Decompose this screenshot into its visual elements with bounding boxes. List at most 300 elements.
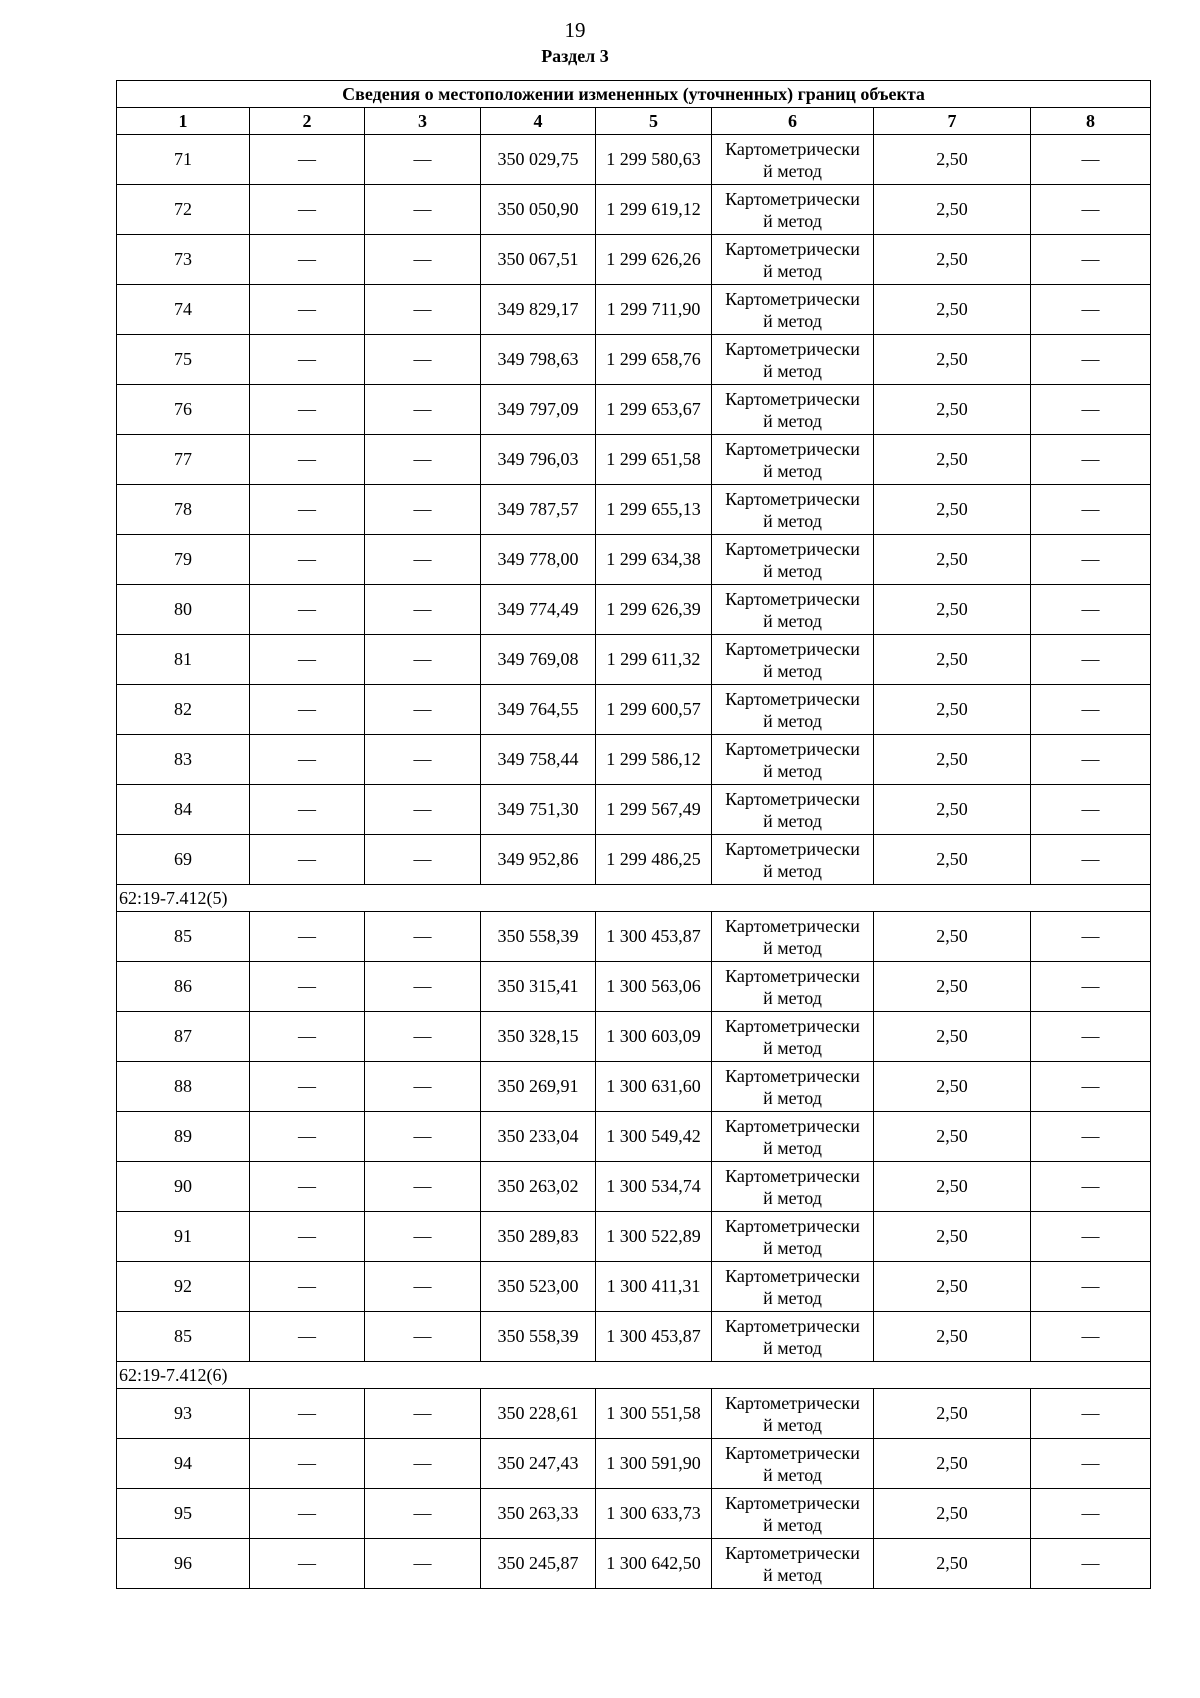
dash-cell: — (365, 735, 481, 785)
coord-y: 1 300 453,87 (596, 912, 712, 962)
dash-cell: — (1031, 1012, 1151, 1062)
dash-cell: — (365, 1489, 481, 1539)
point-number: 80 (117, 585, 250, 635)
coord-x: 350 029,75 (481, 135, 596, 185)
dash-cell: — (365, 962, 481, 1012)
dash-cell: — (1031, 1539, 1151, 1589)
dash-cell: — (365, 1112, 481, 1162)
accuracy: 2,50 (874, 1112, 1031, 1162)
method-line: й метод (763, 360, 822, 381)
dash-cell: — (1031, 912, 1151, 962)
method-line: Картометрически (725, 288, 860, 309)
dash-cell: — (365, 485, 481, 535)
table-row (117, 235, 1151, 285)
method-cell (712, 1062, 874, 1112)
table-row (117, 1539, 1151, 1589)
method-line: Картометрически (725, 1165, 860, 1186)
method-line: Картометрически (725, 1315, 860, 1336)
accuracy: 2,50 (874, 1212, 1031, 1262)
method-line: й метод (763, 210, 822, 231)
coord-x: 349 798,63 (481, 335, 596, 385)
method-line: Картометрически (725, 388, 860, 409)
coord-x: 350 289,83 (481, 1212, 596, 1262)
accuracy: 2,50 (874, 185, 1031, 235)
dash-cell: — (365, 1439, 481, 1489)
coord-x: 349 787,57 (481, 485, 596, 535)
point-number: 71 (117, 135, 250, 185)
accuracy: 2,50 (874, 685, 1031, 735)
dash-cell: — (250, 535, 365, 585)
group-label-row (117, 885, 1151, 912)
coord-y: 1 299 626,26 (596, 235, 712, 285)
dash-cell: — (250, 385, 365, 435)
accuracy: 2,50 (874, 962, 1031, 1012)
method-cell (712, 962, 874, 1012)
method-line: й метод (763, 1087, 822, 1108)
method-cell (712, 185, 874, 235)
method-line: й метод (763, 510, 822, 531)
dash-cell: — (365, 1539, 481, 1589)
coord-y: 1 299 634,38 (596, 535, 712, 585)
method-line: й метод (763, 1287, 822, 1308)
dash-cell: — (365, 235, 481, 285)
point-number: 85 (117, 1312, 250, 1362)
method-line: Картометрически (725, 238, 860, 259)
method-cell (712, 1112, 874, 1162)
point-number: 69 (117, 835, 250, 885)
section-title: Раздел 3 (541, 46, 609, 66)
dash-cell: — (250, 285, 365, 335)
coord-x: 350 247,43 (481, 1439, 596, 1489)
table-body (117, 81, 1151, 1589)
point-number: 86 (117, 962, 250, 1012)
method-cell (712, 1262, 874, 1312)
method-line: й метод (763, 460, 822, 481)
dash-cell: — (1031, 1439, 1151, 1489)
method-cell (712, 235, 874, 285)
dash-cell: — (1031, 385, 1151, 435)
method-line: й метод (763, 1037, 822, 1058)
method-cell (712, 1439, 874, 1489)
page-number: 19 (564, 18, 586, 42)
point-number: 74 (117, 285, 250, 335)
coord-y: 1 300 642,50 (596, 1539, 712, 1589)
point-number: 96 (117, 1539, 250, 1589)
coord-y: 1 299 619,12 (596, 185, 712, 235)
dash-cell: — (365, 135, 481, 185)
method-cell (712, 285, 874, 335)
method-cell (712, 635, 874, 685)
coord-x: 350 050,90 (481, 185, 596, 235)
dash-cell: — (1031, 335, 1151, 385)
method-cell (712, 335, 874, 385)
accuracy: 2,50 (874, 735, 1031, 785)
coord-x: 350 558,39 (481, 912, 596, 962)
coord-y: 1 300 453,87 (596, 1312, 712, 1362)
dash-cell: — (1031, 835, 1151, 885)
dash-cell: — (1031, 1489, 1151, 1539)
method-line: й метод (763, 1237, 822, 1258)
point-number: 84 (117, 785, 250, 835)
accuracy: 2,50 (874, 135, 1031, 185)
dash-cell: — (250, 962, 365, 1012)
coord-y: 1 299 655,13 (596, 485, 712, 535)
method-line: Картометрически (725, 738, 860, 759)
method-cell (712, 585, 874, 635)
accuracy: 2,50 (874, 835, 1031, 885)
coord-x: 350 315,41 (481, 962, 596, 1012)
dash-cell: — (365, 585, 481, 635)
dash-cell: — (365, 535, 481, 585)
column-number: 1 (117, 108, 250, 135)
dash-cell: — (365, 385, 481, 435)
point-number: 76 (117, 385, 250, 435)
dash-cell: — (365, 1012, 481, 1062)
dash-cell: — (250, 235, 365, 285)
table-row (117, 1112, 1151, 1162)
method-line: й метод (763, 1564, 822, 1585)
coord-y: 1 300 522,89 (596, 1212, 712, 1262)
point-number: 77 (117, 435, 250, 485)
method-line: й метод (763, 1464, 822, 1485)
point-number: 87 (117, 1012, 250, 1062)
dash-cell: — (250, 1112, 365, 1162)
point-number: 94 (117, 1439, 250, 1489)
method-line: Картометрически (725, 688, 860, 709)
method-line: й метод (763, 1137, 822, 1158)
dash-cell: — (1031, 1062, 1151, 1112)
method-line: й метод (763, 1187, 822, 1208)
dash-cell: — (250, 735, 365, 785)
coord-y: 1 300 551,58 (596, 1389, 712, 1439)
coord-y: 1 300 534,74 (596, 1162, 712, 1212)
point-number: 93 (117, 1389, 250, 1439)
coord-y: 1 299 653,67 (596, 385, 712, 435)
dash-cell: — (1031, 485, 1151, 535)
coord-x: 350 328,15 (481, 1012, 596, 1062)
accuracy: 2,50 (874, 585, 1031, 635)
method-cell (712, 1489, 874, 1539)
coord-y: 1 300 549,42 (596, 1112, 712, 1162)
dash-cell: — (365, 1062, 481, 1112)
dash-cell: — (250, 1062, 365, 1112)
accuracy: 2,50 (874, 1062, 1031, 1112)
coord-x: 350 245,87 (481, 1539, 596, 1589)
dash-cell: — (365, 685, 481, 735)
method-line: й метод (763, 610, 822, 631)
method-line: Картометрически (725, 1065, 860, 1086)
method-cell (712, 485, 874, 535)
coord-y: 1 299 626,39 (596, 585, 712, 635)
coord-x: 350 228,61 (481, 1389, 596, 1439)
method-line: Картометрически (725, 915, 860, 936)
coord-y: 1 299 600,57 (596, 685, 712, 735)
point-number: 91 (117, 1212, 250, 1262)
method-line: Картометрически (725, 338, 860, 359)
coord-y: 1 300 603,09 (596, 1012, 712, 1062)
column-number: 4 (481, 108, 596, 135)
table-row (117, 285, 1151, 335)
method-line: й метод (763, 560, 822, 581)
method-line: Картометрически (725, 965, 860, 986)
table-row (117, 785, 1151, 835)
method-cell (712, 1389, 874, 1439)
dash-cell: — (250, 912, 365, 962)
method-line: Картометрически (725, 1115, 860, 1136)
table-row (117, 485, 1151, 535)
dash-cell: — (250, 1262, 365, 1312)
dash-cell: — (1031, 285, 1151, 335)
table-row (117, 962, 1151, 1012)
accuracy: 2,50 (874, 385, 1031, 435)
dash-cell: — (365, 1162, 481, 1212)
method-cell (712, 1012, 874, 1062)
coord-y: 1 300 631,60 (596, 1062, 712, 1112)
method-line: Картометрически (725, 1265, 860, 1286)
accuracy: 2,50 (874, 485, 1031, 535)
accuracy: 2,50 (874, 435, 1031, 485)
dash-cell: — (365, 435, 481, 485)
dash-cell: — (1031, 235, 1151, 285)
coord-x: 350 523,00 (481, 1262, 596, 1312)
dash-cell: — (365, 185, 481, 235)
point-number: 78 (117, 485, 250, 535)
coord-x: 349 751,30 (481, 785, 596, 835)
dash-cell: — (250, 1012, 365, 1062)
coord-x: 349 769,08 (481, 635, 596, 685)
method-line: Картометрически (725, 838, 860, 859)
table-row (117, 685, 1151, 735)
table-row (117, 912, 1151, 962)
coord-x: 349 829,17 (481, 285, 596, 335)
method-line: й метод (763, 987, 822, 1008)
coord-y: 1 300 563,06 (596, 962, 712, 1012)
dash-cell: — (365, 285, 481, 335)
coord-x: 349 758,44 (481, 735, 596, 785)
method-cell (712, 385, 874, 435)
method-cell (712, 435, 874, 485)
method-line: й метод (763, 810, 822, 831)
dash-cell: — (1031, 135, 1151, 185)
dash-cell: — (1031, 962, 1151, 1012)
table-row (117, 1212, 1151, 1262)
table-row (117, 1262, 1151, 1312)
method-line: Картометрически (725, 438, 860, 459)
accuracy: 2,50 (874, 1439, 1031, 1489)
coord-y: 1 299 611,32 (596, 635, 712, 685)
coord-x: 349 796,03 (481, 435, 596, 485)
table-row (117, 1389, 1151, 1439)
column-number: 3 (365, 108, 481, 135)
dash-cell: — (365, 1389, 481, 1439)
method-cell (712, 1162, 874, 1212)
dash-cell: — (250, 1489, 365, 1539)
coord-y: 1 299 567,49 (596, 785, 712, 835)
dash-cell: — (250, 1439, 365, 1489)
column-number: 5 (596, 108, 712, 135)
dash-cell: — (365, 335, 481, 385)
dash-cell: — (250, 785, 365, 835)
accuracy: 2,50 (874, 1262, 1031, 1312)
coord-x: 350 269,91 (481, 1062, 596, 1112)
dash-cell: — (250, 1539, 365, 1589)
dash-cell: — (1031, 635, 1151, 685)
table-title-row (117, 81, 1151, 108)
table-row (117, 535, 1151, 585)
method-line: й метод (763, 310, 822, 331)
column-number-row (117, 108, 1151, 135)
table-row (117, 135, 1151, 185)
dash-cell: — (365, 1262, 481, 1312)
group-label-row (117, 1362, 1151, 1389)
accuracy: 2,50 (874, 1489, 1031, 1539)
coord-y: 1 300 591,90 (596, 1439, 712, 1489)
method-line: Картометрически (725, 188, 860, 209)
method-cell (712, 785, 874, 835)
method-line: Картометрически (725, 1542, 860, 1563)
dash-cell: — (1031, 735, 1151, 785)
method-line: Картометрически (725, 488, 860, 509)
column-number: 7 (874, 108, 1031, 135)
point-number: 82 (117, 685, 250, 735)
method-line: Картометрически (725, 1442, 860, 1463)
dash-cell: — (365, 835, 481, 885)
point-number: 72 (117, 185, 250, 235)
group-label: 62:19-7.412(6) (117, 1362, 1151, 1389)
method-cell (712, 735, 874, 785)
point-number: 92 (117, 1262, 250, 1312)
point-number: 88 (117, 1062, 250, 1112)
dash-cell: — (1031, 1212, 1151, 1262)
dash-cell: — (1031, 1312, 1151, 1362)
boundary-table (116, 80, 1151, 1589)
accuracy: 2,50 (874, 1389, 1031, 1439)
coord-y: 1 300 633,73 (596, 1489, 712, 1539)
method-cell (712, 685, 874, 735)
accuracy: 2,50 (874, 335, 1031, 385)
method-line: й метод (763, 1337, 822, 1358)
table-row (117, 335, 1151, 385)
method-line: й метод (763, 937, 822, 958)
coord-y: 1 299 658,76 (596, 335, 712, 385)
dash-cell: — (1031, 1112, 1151, 1162)
coord-y: 1 299 580,63 (596, 135, 712, 185)
dash-cell: — (365, 1312, 481, 1362)
dash-cell: — (1031, 1162, 1151, 1212)
coord-x: 350 067,51 (481, 235, 596, 285)
dash-cell: — (250, 335, 365, 385)
accuracy: 2,50 (874, 285, 1031, 335)
dash-cell: — (365, 635, 481, 685)
dash-cell: — (365, 1212, 481, 1262)
coord-x: 349 952,86 (481, 835, 596, 885)
point-number: 83 (117, 735, 250, 785)
point-number: 79 (117, 535, 250, 585)
dash-cell: — (1031, 1262, 1151, 1312)
coord-x: 350 263,02 (481, 1162, 596, 1212)
table-row (117, 385, 1151, 435)
point-number: 95 (117, 1489, 250, 1539)
point-number: 73 (117, 235, 250, 285)
coord-y: 1 299 651,58 (596, 435, 712, 485)
dash-cell: — (1031, 785, 1151, 835)
method-cell (712, 1539, 874, 1589)
method-cell (712, 135, 874, 185)
accuracy: 2,50 (874, 1312, 1031, 1362)
accuracy: 2,50 (874, 635, 1031, 685)
method-line: Картометрически (725, 138, 860, 159)
dash-cell: — (250, 635, 365, 685)
method-line: Картометрически (725, 1392, 860, 1413)
accuracy: 2,50 (874, 912, 1031, 962)
dash-cell: — (250, 135, 365, 185)
table-row (117, 185, 1151, 235)
method-line: й метод (763, 710, 822, 731)
accuracy: 2,50 (874, 235, 1031, 285)
dash-cell: — (1031, 535, 1151, 585)
method-line: й метод (763, 1414, 822, 1435)
dash-cell: — (1031, 1389, 1151, 1439)
method-line: Картометрически (725, 1015, 860, 1036)
coord-x: 350 263,33 (481, 1489, 596, 1539)
method-line: й метод (763, 760, 822, 781)
coord-x: 349 774,49 (481, 585, 596, 635)
point-number: 89 (117, 1112, 250, 1162)
table-row (117, 1312, 1151, 1362)
dash-cell: — (1031, 185, 1151, 235)
table-row (117, 735, 1151, 785)
accuracy: 2,50 (874, 1162, 1031, 1212)
method-line: Картометрически (725, 1215, 860, 1236)
table-row (117, 1162, 1151, 1212)
dash-cell: — (250, 685, 365, 735)
accuracy: 2,50 (874, 1012, 1031, 1062)
table-row (117, 1489, 1151, 1539)
coord-x: 349 778,00 (481, 535, 596, 585)
coord-x: 350 558,39 (481, 1312, 596, 1362)
method-line: Картометрически (725, 788, 860, 809)
table-row (117, 1439, 1151, 1489)
group-label: 62:19-7.412(5) (117, 885, 1151, 912)
column-number: 8 (1031, 108, 1151, 135)
method-line: й метод (763, 660, 822, 681)
point-number: 90 (117, 1162, 250, 1212)
dash-cell: — (250, 1389, 365, 1439)
column-number: 6 (712, 108, 874, 135)
point-number: 75 (117, 335, 250, 385)
dash-cell: — (1031, 435, 1151, 485)
point-number: 81 (117, 635, 250, 685)
dash-cell: — (1031, 685, 1151, 735)
dash-cell: — (250, 835, 365, 885)
accuracy: 2,50 (874, 785, 1031, 835)
method-line: Картометрически (725, 538, 860, 559)
table-row (117, 835, 1151, 885)
point-number: 85 (117, 912, 250, 962)
dash-cell: — (250, 185, 365, 235)
method-line: й метод (763, 160, 822, 181)
coord-x: 349 797,09 (481, 385, 596, 435)
dash-cell: — (250, 585, 365, 635)
coord-y: 1 299 711,90 (596, 285, 712, 335)
coord-y: 1 299 586,12 (596, 735, 712, 785)
dash-cell: — (250, 435, 365, 485)
dash-cell: — (365, 912, 481, 962)
method-line: й метод (763, 410, 822, 431)
method-cell (712, 912, 874, 962)
dash-cell: — (250, 1312, 365, 1362)
method-line: й метод (763, 1514, 822, 1535)
